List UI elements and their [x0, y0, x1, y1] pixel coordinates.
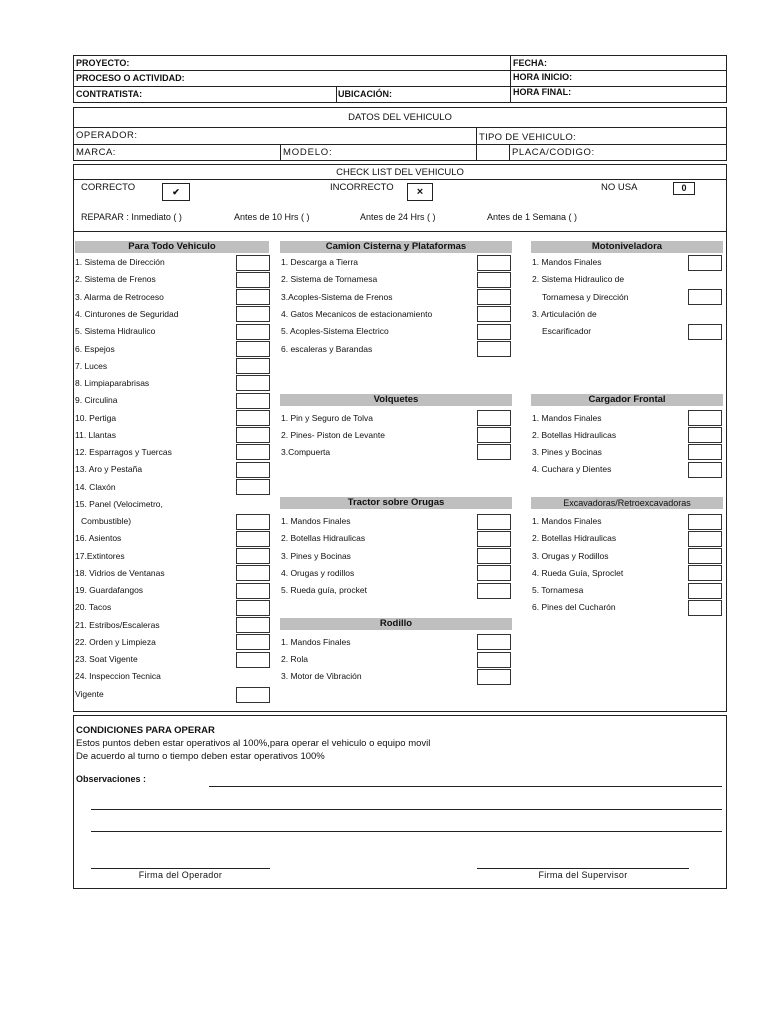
- list-item: 15. Panel (Velocimetro,: [75, 499, 163, 509]
- list-item: 3.Acoples-Sistema de Frenos: [281, 292, 393, 302]
- modelo-label: MODELO:: [283, 147, 333, 158]
- list-item: 5. Sistema Hidraulico: [75, 326, 156, 336]
- reparar-1semana: Antes de 1 Semana ( ): [487, 212, 578, 222]
- checkbox[interactable]: [236, 255, 270, 271]
- checkbox[interactable]: [236, 427, 270, 443]
- incorrecto-x-icon: ×: [407, 183, 433, 201]
- firma-operador-line: [91, 868, 270, 869]
- checkbox[interactable]: [688, 410, 722, 426]
- list-item: 5. Rueda guía, procket: [281, 585, 368, 595]
- list-item: 1. Mandos Finales: [532, 257, 602, 267]
- section-todo-title: Para Todo Vehiculo: [75, 241, 269, 253]
- list-item: 1. Mandos Finales: [532, 516, 602, 526]
- list-item: 10. Pertiga: [75, 413, 117, 423]
- list-item: 6. Espejos: [75, 344, 115, 354]
- correcto-check-icon: ✔: [162, 183, 190, 201]
- list-item: 2. Botellas Hidraulicas: [281, 533, 366, 543]
- checkbox[interactable]: [236, 565, 270, 581]
- firma-supervisor-label: Firma del Supervisor: [538, 870, 628, 880]
- checklist-title: CHECK LIST DEL VEHICULO: [336, 167, 464, 178]
- checkbox[interactable]: [236, 634, 270, 650]
- list-item: 3. Orugas y Rodillos: [532, 551, 609, 561]
- checkbox[interactable]: [236, 375, 270, 391]
- reparar-10hrs: Antes de 10 Hrs ( ): [234, 212, 310, 222]
- correcto-label: CORRECTO: [81, 182, 136, 193]
- checkbox[interactable]: [236, 444, 270, 460]
- list-item: 2. Botellas Hidraulicas: [532, 430, 617, 440]
- reparar-inmediato: REPARAR : Inmediato ( ): [81, 212, 182, 222]
- checkbox[interactable]: [477, 583, 511, 599]
- checkbox[interactable]: [477, 652, 511, 668]
- list-item: 5. Acoples-Sistema Electrico: [281, 326, 389, 336]
- observaciones-line: [209, 786, 722, 787]
- fecha-label: FECHA:: [513, 58, 547, 68]
- list-item: 4. Orugas y rodillos: [281, 568, 355, 578]
- divider: [280, 144, 281, 160]
- checkbox[interactable]: [236, 687, 270, 703]
- checkbox[interactable]: [477, 289, 511, 305]
- list-item: 3. Articulación de: [532, 309, 597, 319]
- placa-label: PLACA/CODIGO:: [512, 147, 595, 158]
- list-item: 1. Mandos Finales: [281, 516, 351, 526]
- tipo-vehiculo-label: TIPO DE VEHICULO:: [479, 132, 576, 143]
- conditions-line-1: Estos puntos deben estar operativos al 100%,para operar el vehiculo o equipo movil: [76, 738, 431, 749]
- no-usa-zero-icon: 0: [673, 182, 695, 195]
- checkbox[interactable]: [477, 531, 511, 547]
- ubicacion-label: UBICACIÓN:: [338, 89, 392, 99]
- checkbox[interactable]: [477, 565, 511, 581]
- checkbox[interactable]: [236, 617, 270, 633]
- divider: [74, 127, 726, 128]
- list-item: 2. Sistema de Tornamesa: [281, 274, 378, 284]
- list-item: 6. Pines del Cucharón: [532, 602, 616, 612]
- list-item: 18. Vidrios de Ventanas: [75, 568, 165, 578]
- checkbox[interactable]: [477, 341, 511, 357]
- list-item: 9. Circulina: [75, 395, 118, 405]
- checkbox[interactable]: [688, 548, 722, 564]
- list-item: 3. Alarma de Retroceso: [75, 292, 164, 302]
- checkbox[interactable]: [236, 358, 270, 374]
- list-item: 4. Rueda Guía, Sproclet: [532, 568, 624, 578]
- checkbox[interactable]: [477, 444, 511, 460]
- section-cisterna-title: Camion Cisterna y Plataformas: [280, 241, 512, 253]
- firma-operador-label: Firma del Operador: [138, 870, 223, 880]
- checkbox[interactable]: [236, 531, 270, 547]
- checkbox[interactable]: [688, 531, 722, 547]
- checkbox[interactable]: [688, 324, 722, 340]
- list-item: 19. Guardafangos: [75, 585, 144, 595]
- list-item: 16. Asientos: [75, 533, 122, 543]
- checkbox[interactable]: [477, 255, 511, 271]
- operador-label: OPERADOR:: [76, 130, 138, 141]
- list-item: 1. Descarga a Tierra: [281, 257, 359, 267]
- conditions-title: CONDICIONES PARA OPERAR: [76, 725, 215, 736]
- checkbox[interactable]: [236, 410, 270, 426]
- proceso-label: PROCESO O ACTIVIDAD:: [76, 73, 185, 83]
- list-item: 20. Tacos: [75, 602, 112, 612]
- list-item: 1. Mandos Finales: [532, 413, 602, 423]
- checkbox[interactable]: [236, 324, 270, 340]
- reparar-24hrs: Antes de 24 Hrs ( ): [360, 212, 436, 222]
- observaciones-line: [91, 831, 722, 832]
- list-item: 3. Pines y Bocinas: [281, 551, 351, 561]
- checkbox[interactable]: [477, 548, 511, 564]
- list-item: 21. Estribos/Escaleras: [75, 620, 160, 630]
- checkbox[interactable]: [236, 393, 270, 409]
- list-item: 2. Botellas Hidraulicas: [532, 533, 617, 543]
- checkbox[interactable]: [477, 669, 511, 685]
- checkbox[interactable]: [477, 272, 511, 288]
- list-item: 2. Pines- Piston de Levante: [281, 430, 385, 440]
- divider: [74, 144, 726, 145]
- marca-label: MARCA:: [76, 147, 116, 158]
- divider: [74, 86, 726, 87]
- list-item: 5. Tornamesa: [532, 585, 584, 595]
- checkbox[interactable]: [236, 548, 270, 564]
- list-item: 11. Llantas: [75, 430, 116, 440]
- list-item: 13. Aro y Pestaña: [75, 464, 143, 474]
- list-item: 1. Mandos Finales: [281, 637, 351, 647]
- proyecto-label: PROYECTO:: [76, 58, 130, 68]
- checkbox[interactable]: [688, 462, 722, 478]
- list-item: 17.Extintores: [75, 551, 125, 561]
- list-item: 14. Claxón: [75, 482, 116, 492]
- no-usa-label: NO USA: [601, 182, 638, 193]
- checkbox[interactable]: [477, 306, 511, 322]
- list-item: 3. Motor de Vibración: [281, 671, 362, 681]
- checkbox[interactable]: [688, 600, 722, 616]
- list-item: 3.Compuerta: [281, 447, 331, 457]
- list-item: 1. Sistema de Dirección: [75, 257, 165, 267]
- checkbox[interactable]: [236, 462, 270, 478]
- section-excavadoras-title: Excavadoras/Retroexcavadoras: [531, 497, 723, 509]
- checkbox[interactable]: [477, 427, 511, 443]
- divider: [476, 127, 477, 160]
- checkbox[interactable]: [236, 479, 270, 495]
- incorrecto-label: INCORRECTO: [330, 182, 394, 193]
- checkbox[interactable]: [477, 324, 511, 340]
- list-item: 6. escaleras y Barandas: [281, 344, 373, 354]
- checkbox[interactable]: [236, 289, 270, 305]
- hora-inicio-label: HORA INICIO:: [513, 72, 573, 82]
- divider: [74, 70, 726, 71]
- list-item: 4. Cinturones de Seguridad: [75, 309, 179, 319]
- checkbox[interactable]: [236, 600, 270, 616]
- checkbox[interactable]: [236, 306, 270, 322]
- checkbox[interactable]: [236, 514, 270, 530]
- checkbox[interactable]: [688, 444, 722, 460]
- section-tractor-title: Tractor sobre Orugas: [280, 497, 512, 509]
- list-item: Vigente: [75, 689, 104, 699]
- checkbox[interactable]: [688, 565, 722, 581]
- divider: [336, 86, 337, 102]
- list-item: 22. Orden y Limpieza: [75, 637, 156, 647]
- list-item: 12. Esparragos y Tuercas: [75, 447, 172, 457]
- vehicle-data-title: DATOS DEL VEHICULO: [348, 112, 452, 123]
- list-item: 1. Pin y Seguro de Tolva: [281, 413, 373, 423]
- divider: [509, 144, 510, 160]
- list-item: 24. Inspeccion Tecnica: [75, 671, 161, 681]
- list-item: Combustible): [81, 516, 132, 526]
- observaciones-line: [91, 809, 722, 810]
- divider: [74, 179, 726, 180]
- divider: [510, 56, 511, 102]
- divider: [74, 231, 726, 232]
- checkbox[interactable]: [236, 341, 270, 357]
- list-item: Escarificador: [542, 326, 592, 336]
- checkbox[interactable]: [477, 410, 511, 426]
- list-item: Tornamesa y Dirección: [542, 292, 629, 302]
- list-item: 23. Soat Vigente: [75, 654, 138, 664]
- list-item: 7. Luces: [75, 361, 108, 371]
- section-motoniveladora-title: Motoniveladora: [531, 241, 723, 253]
- list-item: 2. Sistema Hidraulico de: [532, 274, 625, 284]
- checkbox[interactable]: [236, 272, 270, 288]
- checkbox[interactable]: [688, 289, 722, 305]
- list-item: 2. Rola: [281, 654, 308, 664]
- firma-supervisor-line: [477, 868, 689, 869]
- list-item: 2. Sistema de Frenos: [75, 274, 156, 284]
- section-cargador-title: Cargador Frontal: [531, 394, 723, 406]
- conditions-line-2: De acuerdo al turno o tiempo deben estar operativos 100%: [76, 751, 325, 762]
- checkbox[interactable]: [236, 583, 270, 599]
- list-item: 3. Pines y Bocinas: [532, 447, 602, 457]
- list-item: 4. Cuchara y Dientes: [532, 464, 612, 474]
- checkbox[interactable]: [688, 255, 722, 271]
- checkbox[interactable]: [477, 514, 511, 530]
- checkbox[interactable]: [688, 583, 722, 599]
- checkbox[interactable]: [688, 427, 722, 443]
- section-rodillo-title: Rodillo: [280, 618, 512, 630]
- list-item: 8. Limpiaparabrisas: [75, 378, 150, 388]
- hora-final-label: HORA FINAL:: [513, 87, 572, 97]
- list-item: 4. Gatos Mecanicos de estacionamiento: [281, 309, 433, 319]
- checkbox[interactable]: [236, 652, 270, 668]
- section-volquetes-title: Volquetes: [280, 394, 512, 406]
- checkbox[interactable]: [477, 634, 511, 650]
- checkbox[interactable]: [688, 514, 722, 530]
- contratista-label: CONTRATISTA:: [76, 89, 143, 99]
- observaciones-label: Observaciones :: [76, 774, 147, 784]
